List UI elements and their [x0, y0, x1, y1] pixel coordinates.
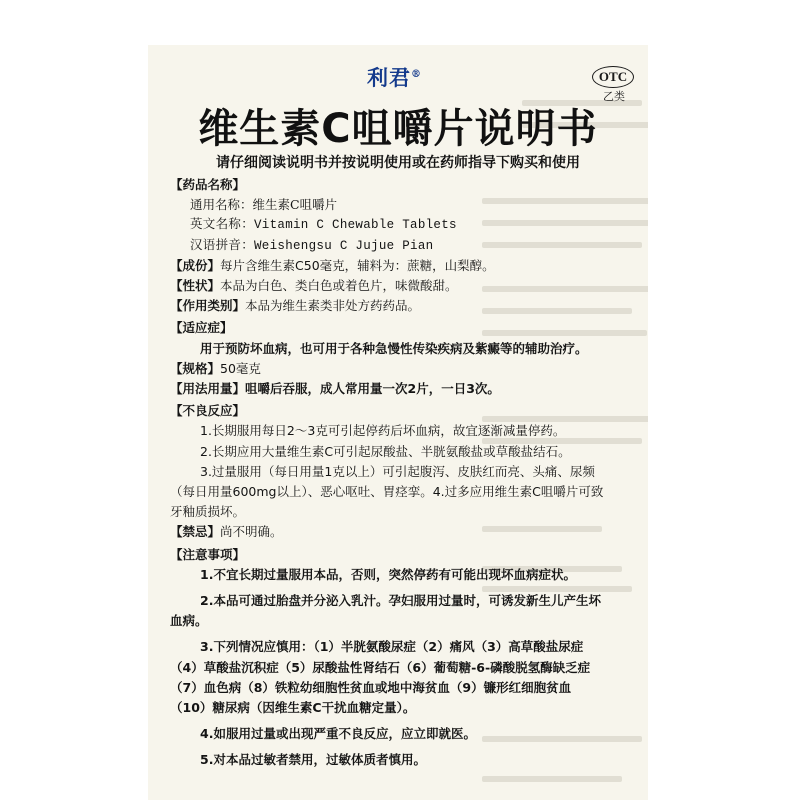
appearance-line [148, 276, 648, 296]
caution-item-2-line1: 2.本品可通过胎盘并分泌入乳汁。孕妇服用过量时，可诱发新生儿产生坏 [200, 593, 601, 609]
document-title: 维生素C咀嚼片说明书 [198, 106, 598, 152]
caution-item-5: 5.对本品过敏者禁用，过敏体质者慎用。 [200, 752, 426, 768]
spec-text: 50毫克 [220, 360, 261, 376]
document-subtitle: 请仔细阅读说明书并按说明使用或在药师指导下购买和使用 [216, 155, 580, 171]
caution-item-1: 1.不宜长期过量服用本品，否则，突然停药有可能出现坏血病症状。 [200, 566, 576, 582]
section-heading-composition: 【成份】 [170, 257, 221, 273]
caution-item-2-line2: 血病。 [170, 613, 208, 629]
category-line [148, 296, 648, 316]
leaflet-body [148, 173, 648, 771]
section-heading-indication: 【适应症】 [170, 320, 233, 336]
dosage-line [148, 379, 648, 399]
pinyin-name: 汉语拼音：Weishengsu C Jujue Pian [190, 238, 434, 253]
section-heading-contraindication: 【禁忌】 [170, 524, 221, 540]
caution-item-3-line1: 3.下列情况应慎用：（1）半胱氨酸尿症（2）痛风（3）高草酸盐尿症 [200, 639, 584, 655]
category-text: 本品为维生素类非处方药药品。 [245, 298, 421, 314]
dosage-text: 咀嚼后吞服，成人常用量一次2片，一日3次。 [245, 381, 500, 397]
brand-name: 利君 [367, 65, 411, 90]
section-heading-appearance: 【性状】 [170, 278, 221, 294]
adverse-item-3-line2: （每日用量600mg以上）、恶心呕吐、胃痉挛。4.过多应用维生素C咀嚼片可致 [170, 484, 604, 500]
contra-line [148, 522, 648, 542]
composition-line [148, 256, 648, 276]
adverse-item-1: 1.长期服用每日2～3克可引起停药后坏血病，故宜逐渐减量停药。 [200, 423, 566, 439]
composition-text: 每片含维生素C50毫克，辅料为：蔗糖，山梨醇。 [220, 257, 495, 273]
appearance-text: 本品为白色、类白色或着色片，味微酸甜。 [220, 278, 458, 294]
contra-text: 尚不明确。 [220, 524, 283, 540]
adverse-item-3-line3: 牙釉质损坏。 [170, 504, 246, 520]
otc-badge: OTC [592, 66, 634, 88]
otc-class-label: 乙类 [603, 90, 625, 103]
adverse-item-2: 2.长期应用大量维生素C可引起尿酸盐、半胱氨酸盐或草酸盐结石。 [200, 443, 571, 459]
brand-logo [367, 62, 422, 92]
section-heading-drug-name: 【药品名称】 [170, 177, 246, 192]
english-name: 英文名称：Vitamin C Chewable Tablets [190, 218, 457, 233]
indication-text: 用于预防坏血病，也可用于各种急慢性传染疾病及紫癜等的辅助治疗。 [200, 340, 588, 356]
caution-item-3-line2: （4）草酸盐沉积症（5）尿酸盐性肾结石（6）葡萄糖-6-磷酸脱氢酶缺乏症 [170, 659, 591, 675]
registered-mark: ® [411, 69, 422, 80]
caution-item-3-line3: （7）血色病（8）铁粒幼细胞性贫血或地中海贫血（9）镰形红细胞贫血 [170, 679, 572, 695]
section-heading-spec: 【规格】 [170, 360, 221, 376]
section-heading-category: 【作用类别】 [170, 298, 246, 314]
caution-item-3-line4: （10）糖尿病（因维生素C干扰血糖定量）。 [170, 700, 416, 716]
spec-line [148, 359, 648, 379]
caution-item-4: 4.如服用过量或出现严重不良反应，应立即就医。 [200, 726, 476, 742]
adverse-item-3-line1: 3.过量服用（每日用量1克以上）可引起腹泻、皮肤红而亮、头痛、尿频 [200, 463, 595, 479]
generic-name: 通用名称：维生素C咀嚼片 [190, 197, 338, 213]
section-heading-dosage: 【用法用量】 [170, 381, 246, 397]
section-heading-caution: 【注意事项】 [170, 546, 246, 562]
section-heading-adverse: 【不良反应】 [170, 403, 246, 419]
instruction-leaflet [148, 45, 648, 800]
